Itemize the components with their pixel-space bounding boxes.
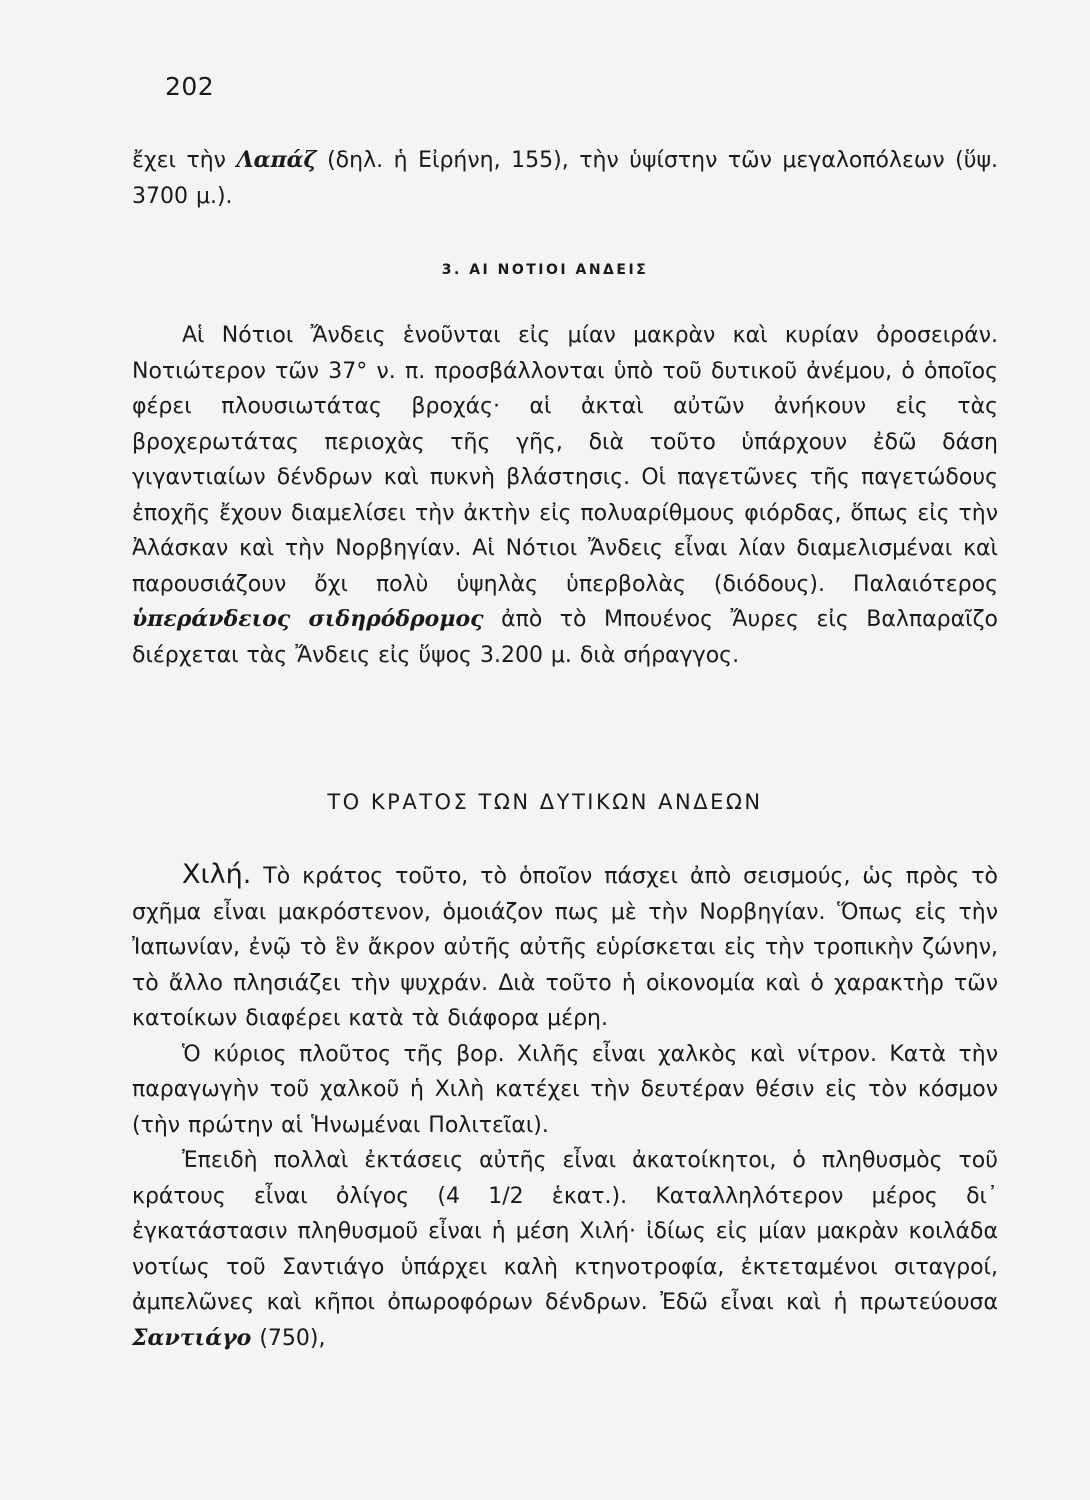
text-run: ἀπὸ τὸ Μπουένος Ἄυρες εἰς Βαλπαραῖζο διέρχεται τὰς Ἄνδεις εἰς ὕψος 3.200 μ. διὰ σήραγγος. [132,607,998,668]
southern-andes-section [132,318,998,673]
run-in-heading: Χιλή. [182,859,252,890]
section-subheading: 3. ΑΙ ΝΟΤΙΟΙ ΑΝΔΕΙΣ [441,262,649,278]
page-number: 202 [165,72,215,101]
paragraph: Ὁ κύριος πλοῦτος τῆς βορ. Χιλῆς εἶναι χαλκὸς καὶ νίτρον. Κατὰ τὴν παραγωγὴν τοῦ χαλκοῦ ἡ Χιλὴ κατέχει τὴν δευτέραν θέσιν εἰς τὸν κόσμον (τὴν πρώτην αἱ Ἡνωμέναι Πολιτεῖαι). [132,1041,998,1138]
paragraph [132,1143,998,1356]
text-run: Τὸ κράτος τοῦτο, τὸ ὁποῖον πάσχει ἀπὸ σεισμούς, ὡς πρὸς τὸ σχῆμα εἶναι μακρόστενον, ὁμοιάζον πως μὲ τὴν Νορβηγίαν. Ὅπως εἰς τὴν Ἰαπωνίαν, ἐνῷ τὸ ἓν ἄκρον αὐτῆς αὐτῆς εὑρίσκεται εἰς τὴν τροπικὴν ζώνην, τὸ ἄλλο πλησιάζει τὴν ψυχράν. Διὰ τοῦτο ἡ οἰκονομία καὶ ὁ χαρακτὴρ τῶν κατοίκων διαφέρει κατὰ τὰ διάφορα μέρη. [132,864,998,1031]
emphasized-term: ὑπεράνδειος σιδηρόδρομος [132,606,484,632]
text-run: Ἐπειδὴ πολλαὶ ἐκτάσεις αὐτῆς εἶναι ἀκατοίκητοι, ὁ πληθυσμὸς τοῦ κράτους εἶναι ὀλίγος (4 1/2 ἑκατ.). Καταλληλότερον μέρος δι᾽ ἐγκατάστασιν πληθυσμοῦ εἶναι ἡ μέση Χιλή· ἰδίως εἰς μίαν μακρὰν κοιλάδα νοτίως τοῦ Σαντιάγο ὑπάρχει καλὴ κτηνοτροφία, ἐκτεταμένοι σιταγροί, ἀμπελῶνες καὶ κῆποι ὀπωροφόρων δένδρων. Ἐδῶ εἶναι καὶ ἡ πρωτεύουσα [132,1148,998,1315]
emphasized-place-name: Σαντιάγο [132,1324,252,1351]
text-run: Αἱ Νότιοι Ἄνδεις ἑνοῦνται εἰς μίαν μακρὰν καὶ κυρίαν ὀροσειράν. Νοτιώτερον τῶν 37° ν. π. προσβάλλονται ὑπὸ τοῦ δυτικοῦ ἀνέμου, ὁ ὁποῖος φέρει πλουσιωτάτας βροχάς· αἱ ἀκταὶ αὐτῶν ἀνήκουν εἰς τὰς βροχερωτάτας περιοχὰς τῆς γῆς, διὰ τοῦτο ὑπάρχουν ἐδῶ δάση γιγαντιαίων δένδρων καὶ πυκνὴ βλάστησις. Οἱ παγετῶνες τῆς παγετώδους ἐποχῆς ἔχουν διαμελίσει τὴν ἀκτὴν εἰς πολυαρίθμους φιόρδας, ὅπως εἰς τὴν Ἀλάσκαν καὶ τὴν Νορβηγίαν. Αἱ Νότιοι Ἄνδεις εἶναι λίαν διαμελισμέναι καὶ παρουσιάζουν ὄχι πολὺ ὑψηλὰς ὑπερβολὰς (διόδους). Παλαιότερος [132,323,998,597]
text-run: (750), [251,1325,326,1351]
continuation-paragraph [132,143,998,214]
paragraph [132,318,998,673]
paragraph [132,143,998,214]
text-run: (δηλ. ἡ Εἰρήνη, 155), τὴν ὑψίστην τῶν μεγαλοπόλεων (ὕψ. 3700 μ.). [132,148,998,209]
emphasized-place-name: Λαπάζ [236,147,317,173]
section-heading: ΤΟ ΚΡΑΤΟΣ ΤΩΝ ΔΥΤΙΚΩΝ ΑΝΔΕΩΝ [327,790,763,814]
chile-section [132,857,998,1356]
text-run: ἔχει τὴν [132,148,237,173]
paragraph [132,857,998,1037]
